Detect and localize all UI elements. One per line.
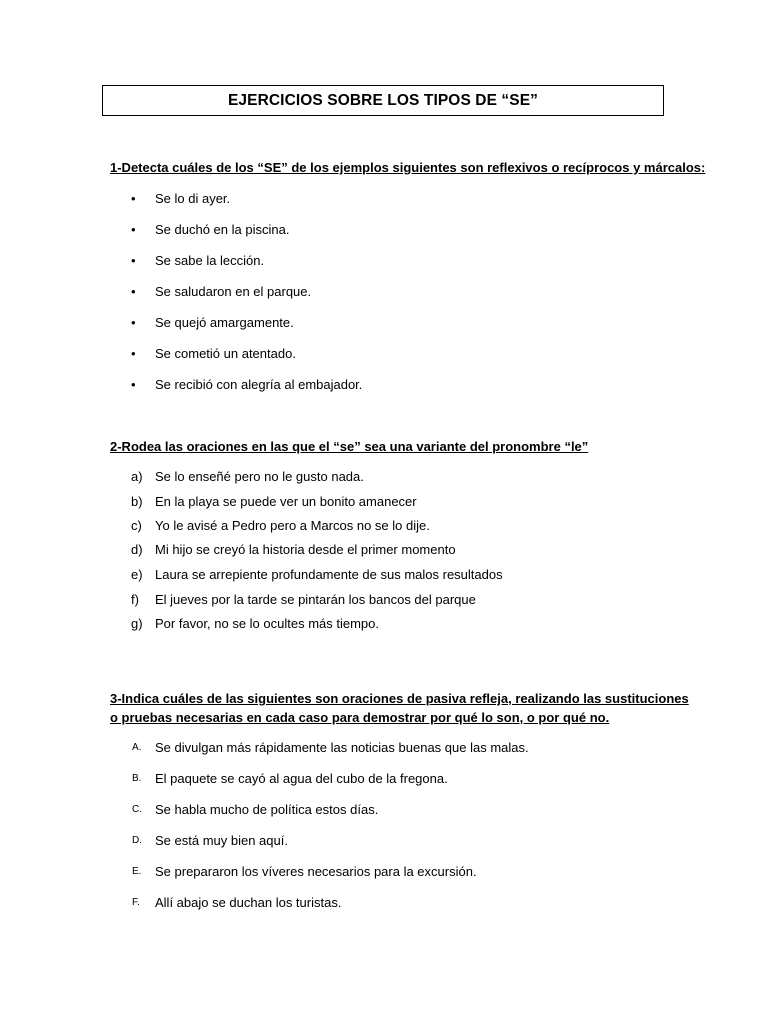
worksheet-title: EJERCICIOS SOBRE LOS TIPOS DE “SE” (102, 85, 664, 116)
list-item-text: El jueves por la tarde se pintarán los bancos del parque (155, 592, 476, 607)
list-item-text: Se duchó en la piscina. (155, 222, 290, 237)
list-item-text: En la playa se puede ver un bonito amanecer (155, 494, 417, 509)
section-3-heading-line-1: 3-Indica cuáles de las siguientes son oraciones de pasiva refleja, realizando las sustituciones (110, 691, 689, 706)
list-marker: f) (131, 592, 139, 607)
list-item-text: Allí abajo se duchan los turistas. (155, 895, 342, 910)
list-item-text: Mi hijo se creyó la historia desde el primer momento (155, 542, 456, 557)
list-marker: E. (132, 866, 142, 877)
list-marker: D. (132, 835, 142, 846)
list-marker: g) (131, 616, 143, 631)
bullet-icon: • (131, 253, 136, 268)
bullet-icon: • (131, 346, 136, 361)
list-item-text: Se prepararon los víveres necesarios para la excursión. (155, 864, 477, 879)
list-item-text: Laura se arrepiente profundamente de sus malos resultados (155, 567, 503, 582)
list-item-text: Se cometió un atentado. (155, 346, 296, 361)
section-1-heading: 1-Detecta cuáles de los “SE” de los ejemplos siguientes son reflexivos o recíprocos y márcalos: (110, 160, 706, 175)
list-marker: e) (131, 567, 143, 582)
list-item-text: Por favor, no se lo ocultes más tiempo. (155, 616, 379, 631)
list-item-text: Se lo di ayer. (155, 191, 231, 206)
bullet-icon: • (131, 222, 136, 237)
list-marker: c) (131, 518, 142, 533)
bullet-icon: • (131, 315, 136, 330)
list-item-text: Se divulgan más rápidamente las noticias buenas que las malas. (155, 740, 529, 755)
list-item-text: Se saludaron en el parque. (155, 284, 312, 299)
list-marker: B. (132, 773, 142, 784)
list-item-text: Se está muy bien aquí. (155, 833, 288, 848)
list-item-text: Se lo enseñé pero no le gusto nada. (155, 469, 364, 484)
list-item-text: Se habla mucho de política estos días. (155, 802, 379, 817)
section-2-heading: 2-Rodea las oraciones en las que el “se” sea una variante del pronombre “le” (110, 439, 589, 454)
bullet-icon: • (131, 377, 136, 392)
list-item-text: Se sabe la lección. (155, 253, 265, 268)
list-marker: C. (132, 804, 142, 815)
list-marker: A. (132, 742, 142, 753)
list-item-text: Yo le avisé a Pedro pero a Marcos no se lo dije. (155, 518, 430, 533)
list-item-text: El paquete se cayó al agua del cubo de la fregona. (155, 771, 448, 786)
list-item-text: Se quejó amargamente. (155, 315, 294, 330)
list-marker: b) (131, 494, 143, 509)
list-marker: d) (131, 542, 143, 557)
bullet-icon: • (131, 191, 136, 206)
list-marker: a) (131, 469, 143, 484)
list-marker: F. (132, 897, 140, 908)
section-3-heading-line-2: o pruebas necesarias en cada caso para demostrar por qué lo son, o por qué no. (110, 710, 610, 725)
list-item-text: Se recibió con alegría al embajador. (155, 377, 363, 392)
bullet-icon: • (131, 284, 136, 299)
